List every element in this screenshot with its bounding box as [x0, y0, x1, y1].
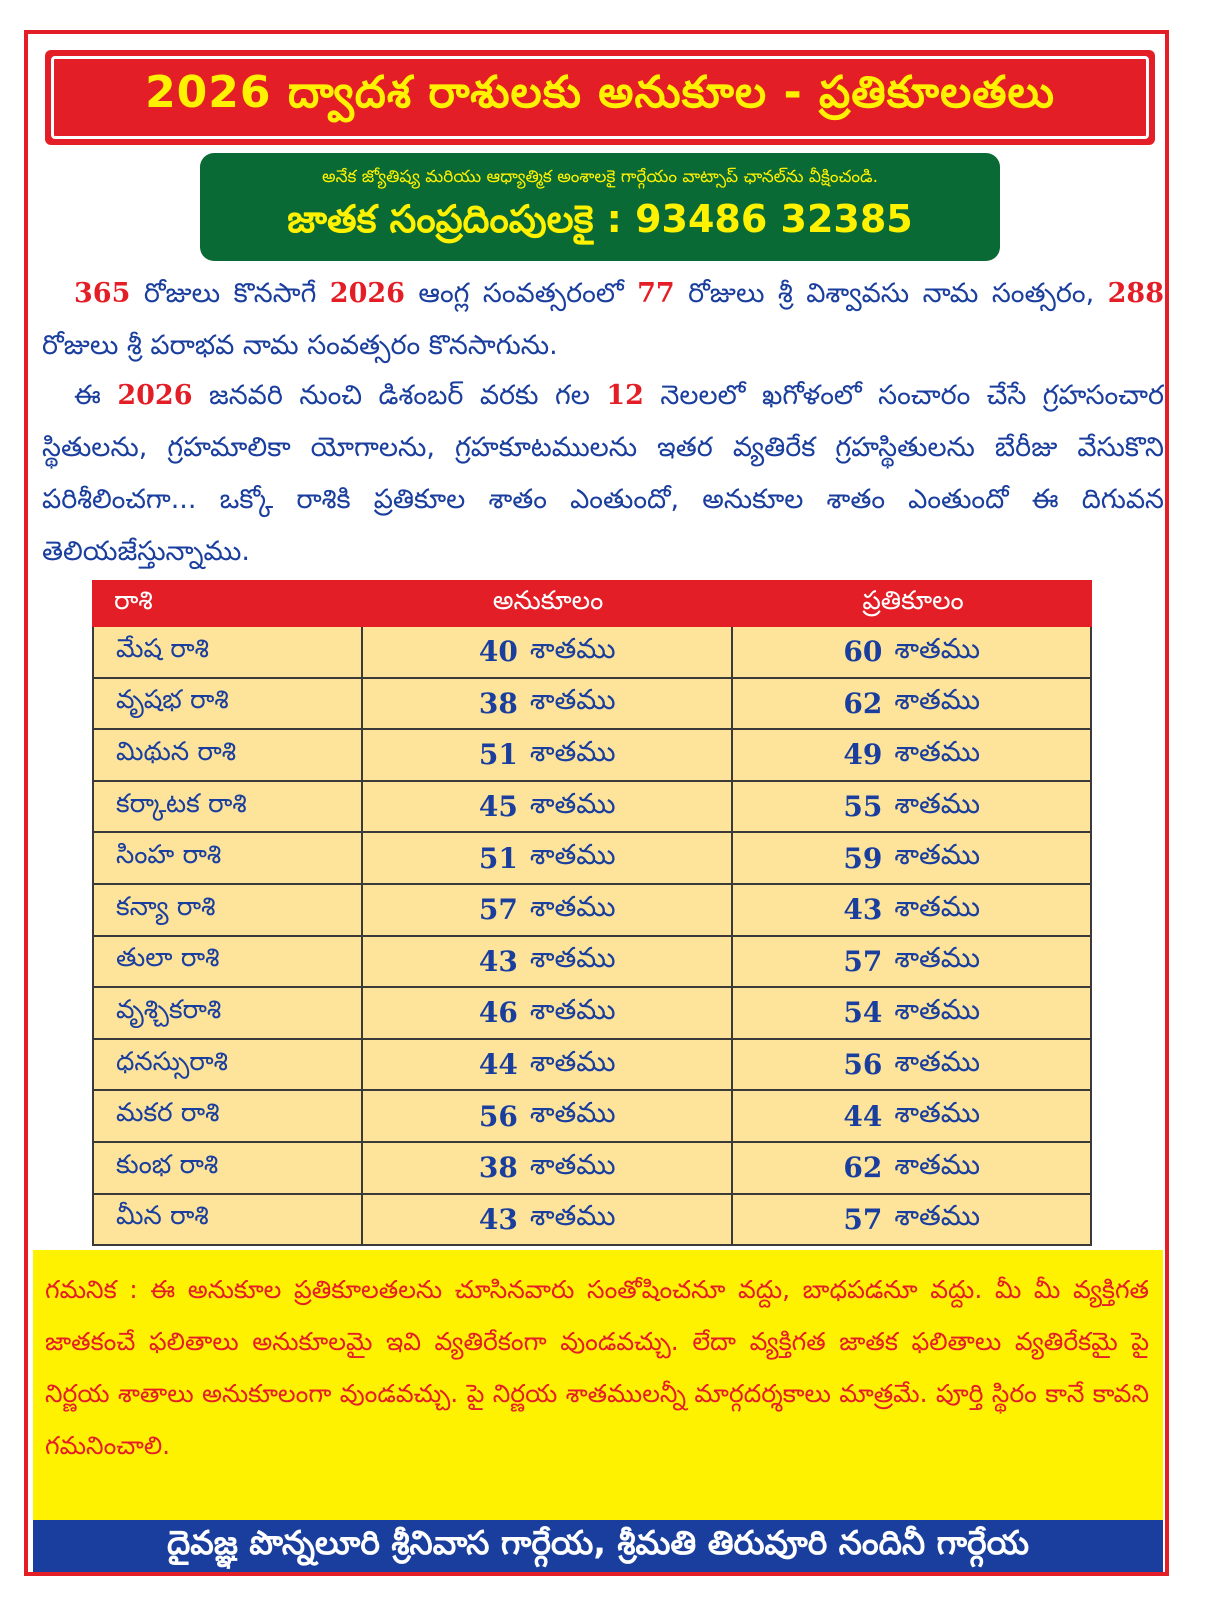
rasi-name: కుంభ రాశి	[94, 1143, 363, 1193]
table-row	[92, 885, 1092, 937]
anukulam-cell	[363, 1091, 733, 1141]
pratikulam-value: 62	[843, 1151, 883, 1185]
anukulam-cell	[363, 988, 733, 1038]
intro-text: జనవరి నుంచి డిశంబర్ వరకు గల	[192, 380, 607, 411]
rasi-name: మిథున రాశి	[94, 730, 363, 780]
pratikulam-value: 62	[843, 686, 883, 720]
pratikulam-cell	[733, 1195, 1090, 1245]
anukulam-value: 46	[478, 996, 518, 1030]
unit-label: శాతము	[529, 1096, 616, 1130]
table-row	[92, 782, 1092, 834]
rasi-name: వృషభ రాశి	[94, 679, 363, 729]
unit-label: శాతము	[529, 1147, 616, 1181]
anukulam-value: 43	[478, 944, 518, 978]
unit-label: శాతము	[529, 734, 616, 768]
intro-number: 12	[606, 380, 644, 411]
promo-contact-number: జాతక సంప్రదింపులకై : 93486 32385	[287, 197, 913, 241]
pratikulam-value: 56	[843, 1048, 883, 1082]
anukulam-cell	[363, 1195, 733, 1245]
unit-label: శాతము	[529, 1199, 616, 1233]
pratikulam-cell	[733, 833, 1090, 883]
pratikulam-value: 57	[843, 944, 883, 978]
pratikulam-value: 44	[843, 1099, 883, 1133]
anukulam-cell	[363, 885, 733, 935]
intro-number: 288	[1107, 278, 1164, 309]
anukulam-value: 56	[478, 1099, 518, 1133]
pratikulam-cell	[733, 1143, 1090, 1193]
table-header	[92, 580, 1092, 627]
note-box	[33, 1250, 1163, 1520]
unit-label: శాతము	[894, 889, 981, 923]
pratikulam-cell	[733, 627, 1090, 677]
anukulam-cell	[363, 1040, 733, 1090]
pratikulam-cell	[733, 988, 1090, 1038]
intro-text: నెలలలో ఖగోళంలో సంచారం చేసే గ్రహసంచార స్థితులను, గ్రహమాలికా యోగాలను, గ్రహకూటములను ఇతర వ్యతిరేక గ్రహస్థితులను బేరీజు వేసుకొని పరిశీలించగా... ఒక్కో రాశికి ప్రతికూల శాతం ఎంతుందో, అనుకూల శాతం ఎంతుందో ఈ దిగువన తెలియజేస్తున్నాము.	[42, 380, 1165, 567]
anukulam-cell	[363, 730, 733, 780]
unit-label: శాతము	[529, 838, 616, 872]
pratikulam-cell	[733, 782, 1090, 832]
unit-label: శాతము	[894, 683, 981, 717]
intro-paragraph-2	[42, 370, 1164, 578]
unit-label: శాతము	[529, 889, 616, 923]
author-names: దైవజ్ఞ పొన్నలూరి శ్రీనివాస గార్గేయ, శ్రీమతి తిరువూరి నందినీ గార్గేయ	[166, 1522, 1030, 1562]
header-rasi: రాశి	[114, 585, 153, 616]
unit-label: శాతము	[529, 631, 616, 665]
anukulam-cell	[363, 679, 733, 729]
promo-channel-text: అనేక జ్యోతిష్య మరియు ఆధ్యాత్మిక అంశాలకై గార్గేయం వాట్సాప్ ఛానల్‌ను వీక్షించండి.	[321, 167, 879, 187]
anukulam-value: 44	[478, 1048, 518, 1082]
rasi-percentage-table	[92, 580, 1092, 1246]
unit-label: శాతము	[894, 1044, 981, 1078]
pratikulam-cell	[733, 1091, 1090, 1141]
unit-label: శాతము	[894, 941, 981, 975]
pratikulam-value: 59	[843, 841, 883, 875]
title-banner	[45, 50, 1155, 145]
intro-text: ఆంగ్ల సంవత్సరంలో	[404, 278, 638, 309]
anukulam-value: 45	[478, 790, 518, 824]
anukulam-cell	[363, 1143, 733, 1193]
anukulam-value: 38	[478, 1151, 518, 1185]
table-row	[92, 730, 1092, 782]
pratikulam-cell	[733, 1040, 1090, 1090]
pratikulam-cell	[733, 679, 1090, 729]
pratikulam-cell	[733, 730, 1090, 780]
title-inner-border	[51, 56, 1149, 139]
unit-label: శాతము	[894, 1199, 981, 1233]
unit-label: శాతము	[894, 992, 981, 1026]
anukulam-cell	[363, 833, 733, 883]
note-text: గమనిక : ఈ అనుకూల ప్రతికూలతలను చూసినవారు సంతోషించనూ వద్దు, బాధపడనూ వద్దు. మీ మీ వ్యక్తిగత జాతకంచే ఫలితాలు అనుకూలమై ఇవి వ్యతిరేకంగా వుండవచ్చు. లేదా వ్యక్తిగత జాతక ఫలితాలు వ్యతిరేకమై పై నిర్ణయ శాతాలు అనుకూలంగా వుండవచ్చు. పై నిర్ణయ శాతములన్నీ మార్గదర్శకాలు మాత్రమే. పూర్తి స్థిరం కానే కావని గమనించాలి.	[45, 1275, 1149, 1460]
rasi-name: ధనస్సురాశి	[94, 1040, 363, 1090]
unit-label: శాతము	[529, 786, 616, 820]
anukulam-value: 51	[478, 841, 518, 875]
unit-label: శాతము	[894, 1147, 981, 1181]
anukulam-value: 38	[478, 686, 518, 720]
unit-label: శాతము	[529, 683, 616, 717]
page-title: 2026 ద్వాదశ రాశులకు అనుకూల - ప్రతికూలతలు	[145, 66, 1055, 118]
pratikulam-value: 43	[843, 893, 883, 927]
intro-text: రోజులు శ్రీ పరాభవ నామ సంవత్సరం కొనసాగును.	[42, 330, 558, 361]
table-row	[92, 1195, 1092, 1247]
table-row	[92, 1040, 1092, 1092]
table-row	[92, 988, 1092, 1040]
anukulam-cell	[363, 782, 733, 832]
rasi-name: కర్కాటక రాశి	[94, 782, 363, 832]
rasi-name: తులా రాశి	[94, 937, 363, 987]
intro-paragraph-1	[42, 268, 1164, 372]
pratikulam-cell	[733, 885, 1090, 935]
unit-label: శాతము	[894, 1096, 981, 1130]
unit-label: శాతము	[529, 941, 616, 975]
unit-label: శాతము	[529, 1044, 616, 1078]
intro-number: 77	[637, 278, 675, 309]
intro-number: 2026	[117, 380, 193, 411]
anukulam-cell	[363, 937, 733, 987]
intro-number: 365	[74, 278, 131, 309]
intro-text: రోజులు శ్రీ విశ్వావసు నామ సంత్సరం,	[674, 278, 1108, 309]
anukulam-value: 51	[478, 738, 518, 772]
rasi-name: మకర రాశి	[94, 1091, 363, 1141]
rasi-name: కన్యా రాశి	[94, 885, 363, 935]
unit-label: శాతము	[894, 734, 981, 768]
table-row	[92, 679, 1092, 731]
header-anukulam: అనుకూలం	[492, 585, 604, 616]
table-row	[92, 833, 1092, 885]
table-row	[92, 1143, 1092, 1195]
unit-label: శాతము	[894, 631, 981, 665]
anukulam-value: 40	[478, 635, 518, 669]
pratikulam-value: 57	[843, 1202, 883, 1236]
rasi-name: మీన రాశి	[94, 1195, 363, 1245]
pratikulam-value: 55	[843, 790, 883, 824]
header-pratikulam: ప్రతికూలం	[862, 585, 964, 616]
author-footer	[33, 1520, 1163, 1572]
table-row	[92, 1091, 1092, 1143]
table-body	[92, 627, 1092, 1246]
table-row	[92, 937, 1092, 989]
table-row	[92, 627, 1092, 679]
intro-text: ఈ	[74, 380, 118, 411]
anukulam-value: 57	[478, 893, 518, 927]
anukulam-value: 43	[478, 1202, 518, 1236]
intro-text: రోజులు కొనసాగే	[130, 278, 330, 309]
whatsapp-promo-box	[200, 153, 1000, 261]
anukulam-cell	[363, 627, 733, 677]
intro-number: 2026	[329, 278, 405, 309]
rasi-name: మేష రాశి	[94, 627, 363, 677]
pratikulam-value: 60	[843, 635, 883, 669]
rasi-name: సింహ రాశి	[94, 833, 363, 883]
pratikulam-value: 49	[843, 738, 883, 772]
unit-label: శాతము	[529, 992, 616, 1026]
unit-label: శాతము	[894, 838, 981, 872]
rasi-name: వృశ్చికరాశి	[94, 988, 363, 1038]
unit-label: శాతము	[894, 786, 981, 820]
pratikulam-cell	[733, 937, 1090, 987]
pratikulam-value: 54	[843, 996, 883, 1030]
